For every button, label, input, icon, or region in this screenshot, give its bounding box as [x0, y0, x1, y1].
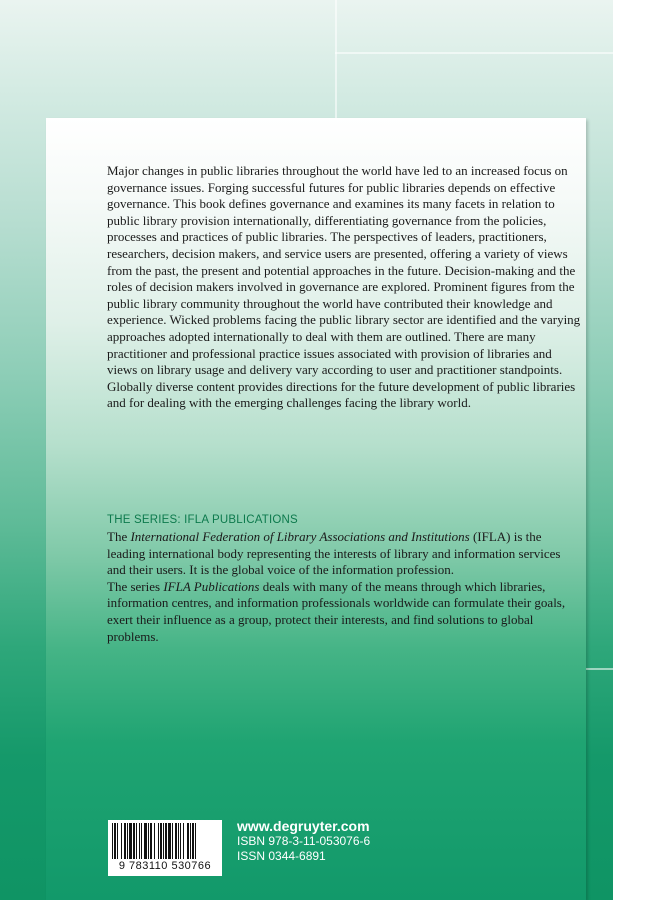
barcode-bar: [144, 823, 147, 859]
publisher-url: www.degruyter.com: [237, 818, 370, 834]
issn: ISSN 0344-6891: [237, 849, 326, 863]
barcode-bar: [139, 823, 140, 859]
barcode-bars: [112, 823, 218, 859]
text-panel: [46, 118, 586, 900]
book-description: Major changes in public libraries throughout the world have led to an increased focus on governance issues. Forging successful futures for public libraries depends on effective governance. This book defines governance and examines its many facets in relation to public library provision internationally, differentiating governance from the policies, processes and practices of public libraries. The perspectives of leaders, practitioners, researchers, decision makers, and service users are presented, offering a variety of views from the past, the present and potential approaches in the future. Decision-making and the roles of decision makers involved in governance are explored. Prominent figures from the public library community throughout the world have contributed their knowledge and experience. Wicked problems facing the public library sector are identified and the varying approaches adopted internationally to deal with them are outlined. There are many practitioner and professional practice issues associated with provision of libraries and views on library usage and delivery vary according to user and practitioner standpoints. Globally diverse content provides directions for the future development of public libraries and for dealing with the emerging challenges facing the library world.: [107, 163, 581, 411]
barcode-bar: [154, 823, 155, 859]
barcode-digits: 9 783110 530766: [118, 860, 212, 872]
barcode: [108, 820, 222, 876]
barcode-bar: [195, 823, 196, 859]
barcode-bar: [175, 823, 177, 859]
decorative-line: [335, 52, 613, 54]
barcode-bar: [112, 823, 113, 859]
text-span: deals with many of the means through which libraries, information centres, and information professionals worldwide can formulate their goals, exert their influence as a group, protect their interests, and find solutions to global problems.: [107, 578, 566, 644]
publisher-info: [237, 818, 370, 864]
barcode-bar: [150, 823, 152, 859]
barcode-bar: [133, 823, 135, 859]
series-paragraph-ifla: [107, 529, 581, 579]
text-span: (IFLA) is the leading international body representing the interests of library and information services and their users. It is the global voice of the information profession.: [107, 529, 561, 578]
decorative-line: [335, 0, 337, 120]
barcode-bar: [148, 823, 149, 859]
series-description: [107, 529, 581, 645]
isbn: ISBN 978-3-11-053076-6: [237, 834, 371, 848]
series-paragraph-publications: [107, 579, 581, 645]
barcode-bar: [114, 823, 116, 859]
barcode-bar: [187, 823, 189, 859]
barcode-bar: [117, 823, 118, 859]
ifla-full-name: International Federation of Library Associations and Institutions: [130, 529, 470, 544]
barcode-bar: [163, 823, 164, 859]
barcode-bar: [127, 823, 128, 859]
barcode-bar: [129, 823, 132, 859]
barcode-bar: [192, 823, 194, 859]
text-span: The: [107, 529, 131, 544]
barcode-bar: [160, 823, 162, 859]
series-heading: THE SERIES: IFLA PUBLICATIONS: [107, 514, 298, 526]
text-span: The series: [107, 578, 164, 594]
decorative-line: [586, 668, 613, 670]
barcode-bar: [178, 823, 179, 859]
series-title: IFLA Publications: [163, 578, 260, 594]
barcode-bar: [136, 823, 137, 859]
barcode-bar: [124, 823, 126, 859]
barcode-bar: [158, 823, 159, 859]
barcode-bar: [190, 823, 191, 859]
barcode-bar: [168, 823, 171, 859]
barcode-bar: [183, 823, 184, 859]
barcode-bar: [141, 823, 142, 859]
barcode-bar: [180, 823, 181, 859]
barcode-bar: [121, 823, 122, 859]
barcode-bar: [172, 823, 173, 859]
barcode-bar: [165, 823, 167, 859]
